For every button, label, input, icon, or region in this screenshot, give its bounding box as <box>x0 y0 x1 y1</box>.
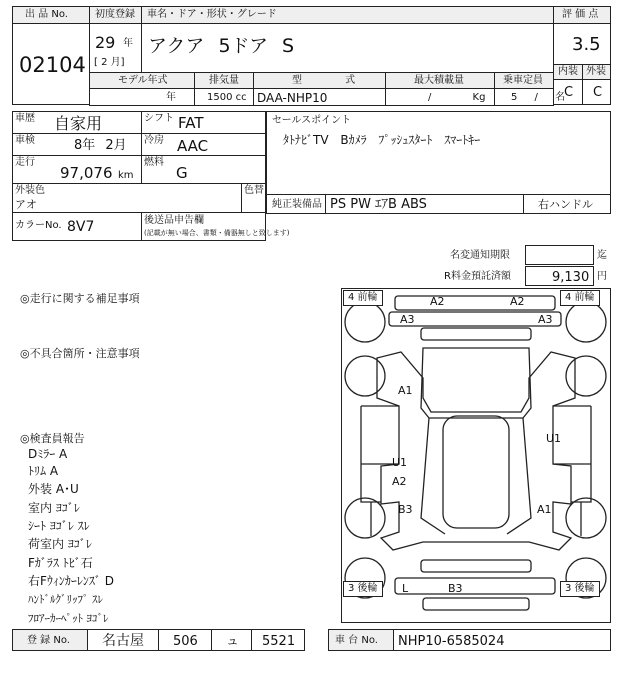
exterior-grade: C <box>593 85 603 100</box>
score-cell <box>553 23 611 65</box>
inspector-line: 室内 ﾖｺﾞﾚ <box>28 501 80 515</box>
chassis-cell <box>393 629 611 651</box>
reg-no-label: 登 録 No. <box>27 635 70 646</box>
first-reg-label-cell <box>89 6 142 24</box>
name-change-unit: 迄 <box>597 250 607 261</box>
history-label: 車歴 <box>15 113 35 124</box>
displacement: 1500 cc <box>207 92 247 103</box>
mark-door-right: U1 <box>546 432 562 445</box>
reg-class-cell <box>158 629 212 651</box>
lot-no-cell <box>12 23 90 105</box>
car-diagram-drawing <box>341 288 611 623</box>
fuel-value: G <box>176 164 188 182</box>
reg-kana-cell <box>211 629 252 651</box>
history-value: 自家用 <box>54 114 103 133</box>
aftermarket-label: 後送品申告欄 <box>144 215 204 226</box>
mark-front-bumper-right: A2 <box>510 295 525 308</box>
inspector-line: 荷室内 ﾖｺﾞﾚ <box>28 537 92 551</box>
interior-label-cell <box>553 64 583 80</box>
corner-tag-bottom-right: 3 後輪 <box>560 581 600 597</box>
mark-hood-left: A3 <box>400 313 415 326</box>
model-year-unit: 年 <box>166 92 176 103</box>
inspection-label: 車検 <box>15 135 35 146</box>
mark-hood-right: A3 <box>538 313 553 326</box>
recycle-unit: 円 <box>597 271 607 282</box>
score-label-cell <box>553 6 611 24</box>
driving-notes-label: ◎走行に関する補足事項 <box>20 292 140 305</box>
reg-place: 名古屋 <box>102 633 144 649</box>
handle-cell <box>523 194 611 214</box>
color-no-label: カラーNo. <box>15 220 62 231</box>
first-reg-year: 29 <box>95 33 116 52</box>
aftermarket-note: (記載が無い場合、書類・備器無しと致します) <box>144 229 290 237</box>
name-change-value-cell <box>525 245 594 265</box>
mileage-unit: km <box>118 170 134 181</box>
car-desc-cell <box>141 23 554 73</box>
name-change-label: 名変通知期限 <box>450 250 510 261</box>
inspector-line: ﾊﾝﾄﾞﾙｸﾞﾘｯﾌﾟ ｽﾚ <box>28 593 103 606</box>
exterior-grade-cell <box>582 79 611 105</box>
chassis-label: 車 台 No. <box>335 635 378 646</box>
model-year-label-cell <box>89 72 195 89</box>
type-cell <box>253 88 386 106</box>
displacement-cell <box>194 88 254 106</box>
mark-front-bumper-left: A2 <box>430 295 445 308</box>
mark-rear-bumper-b3: B3 <box>448 582 463 595</box>
car-desc-label-cell <box>141 6 554 24</box>
sales-points-label: セールスポイント <box>272 115 352 126</box>
inspector-line: Fｶﾞﾗｽ ﾄﾋﾞ石 <box>28 556 93 570</box>
max-load-label-cell <box>385 72 495 89</box>
exterior-label: 外装 <box>586 66 606 77</box>
inspector-line: ﾄﾘﾑ A <box>28 464 59 478</box>
mark-rear-left: B3 <box>398 503 413 516</box>
chassis-value: NHP10-6585024 <box>398 634 505 649</box>
genuine-label: 純正装備品 <box>272 199 322 210</box>
capacity-cell <box>494 88 566 106</box>
recycle-label: R料金預託済額 <box>444 271 511 282</box>
shift-value: FAT <box>178 114 204 132</box>
type-label: 型 式 <box>292 75 356 86</box>
mark-rear-right: A1 <box>537 503 552 516</box>
reg-place-cell <box>87 629 159 651</box>
type-value: DAA-NHP10 <box>257 91 328 105</box>
capacity-label: 乗車定員 <box>503 75 543 86</box>
reg-class: 506 <box>173 634 198 649</box>
mileage-value: 97,076 <box>60 164 113 182</box>
sales-points-cell <box>266 111 611 195</box>
inspector-line: ﾌﾛｱｰｶｰﾍﾟｯﾄ ﾖｺﾞﾚ <box>28 612 109 625</box>
mark-fender-left: A1 <box>398 384 413 397</box>
interior-grade: C <box>564 85 574 100</box>
max-load-value: / Kg <box>428 92 486 103</box>
inspector-line: Dﾐﾗｰ A <box>28 447 68 461</box>
mileage-label: 走行 <box>15 157 35 168</box>
inspector-line: ｼｰﾄ ﾖｺﾞﾚ ｽﾚ <box>28 519 90 533</box>
reg-number: 5521 <box>262 634 296 649</box>
capacity-value: 5 / 名 <box>511 92 566 103</box>
inspector-line: 右Fｳｨﾝｶｰﾚﾝｽﾞ D <box>28 574 114 588</box>
corner-tag-bottom-left: 3 後輪 <box>343 581 383 597</box>
corner-tag-top-right: 4 前輪 <box>560 290 600 306</box>
lot-no: 02104 <box>19 53 86 77</box>
first-reg-month: [ 2 月] <box>94 57 125 68</box>
color-no-value: 8V7 <box>67 219 95 235</box>
score: 3.5 <box>572 34 601 55</box>
mark-door-left-u1: U1 <box>392 456 408 469</box>
reg-number-cell <box>251 629 305 651</box>
inspector-line: 外装 A･U <box>28 482 79 496</box>
recycle-value-cell <box>525 266 594 286</box>
corner-tag-top-left: 4 前輪 <box>343 290 383 306</box>
car-name: アクア 5ドア S <box>148 35 295 57</box>
defect-notes-label: ◎不具合箇所・注意事項 <box>20 347 140 360</box>
genuine-value: PS PW ｴｱB ABS <box>330 197 427 212</box>
inspector-label: ◎検査員報告 <box>20 432 85 445</box>
score-label: 評 価 点 <box>562 9 599 20</box>
recolor-label: 色替 <box>244 185 264 196</box>
displacement-label-cell <box>194 72 254 89</box>
lot-no-label: 出 品 No. <box>25 9 68 20</box>
reg-kana: ュ <box>226 634 240 649</box>
recycle-value: 9,130 <box>552 270 590 285</box>
mark-rear-bumper-l: L <box>402 582 409 595</box>
first-reg-cell <box>89 23 142 73</box>
genuine-cell <box>266 194 524 214</box>
mark-door-left-a2: A2 <box>392 475 407 488</box>
shift-label: シフト <box>144 113 174 124</box>
interior-label: 内装 <box>558 66 578 77</box>
lot-no-label-cell <box>12 6 90 24</box>
ac-value: AAC <box>177 137 209 155</box>
outer-color-value: アオ <box>15 198 37 211</box>
sales-points-value: ﾀﾄﾅﾋﾞTV Bｶﾒﾗ ﾌﾟｯｼｭｽﾀｰﾄ ｽﾏｰﾄｷｰ <box>283 133 481 147</box>
first-reg-year-unit: 年 <box>123 38 133 49</box>
type-label-cell <box>253 72 386 89</box>
max-load-label: 最大積載量 <box>414 75 464 86</box>
car-desc-label: 車名・ドア・形状・グレード <box>147 9 277 20</box>
max-load-cell <box>385 88 495 106</box>
model-year-label: モデル年式 <box>118 75 168 86</box>
fuel-label: 燃料 <box>144 157 164 168</box>
ac-label: 冷房 <box>144 135 164 146</box>
handle-value: 右ハンドル <box>538 198 593 211</box>
model-year-cell <box>89 88 195 106</box>
displacement-label: 排気量 <box>209 75 239 86</box>
capacity-label-cell <box>494 72 554 89</box>
exterior-label-cell <box>582 64 611 80</box>
first-reg-label: 初度登録 <box>95 9 135 20</box>
outer-color-label: 外装色 <box>15 185 45 196</box>
chassis-label-cell <box>328 629 394 651</box>
reg-no-label-cell <box>12 629 88 651</box>
inspection-value: 8年 2月 <box>74 138 127 153</box>
